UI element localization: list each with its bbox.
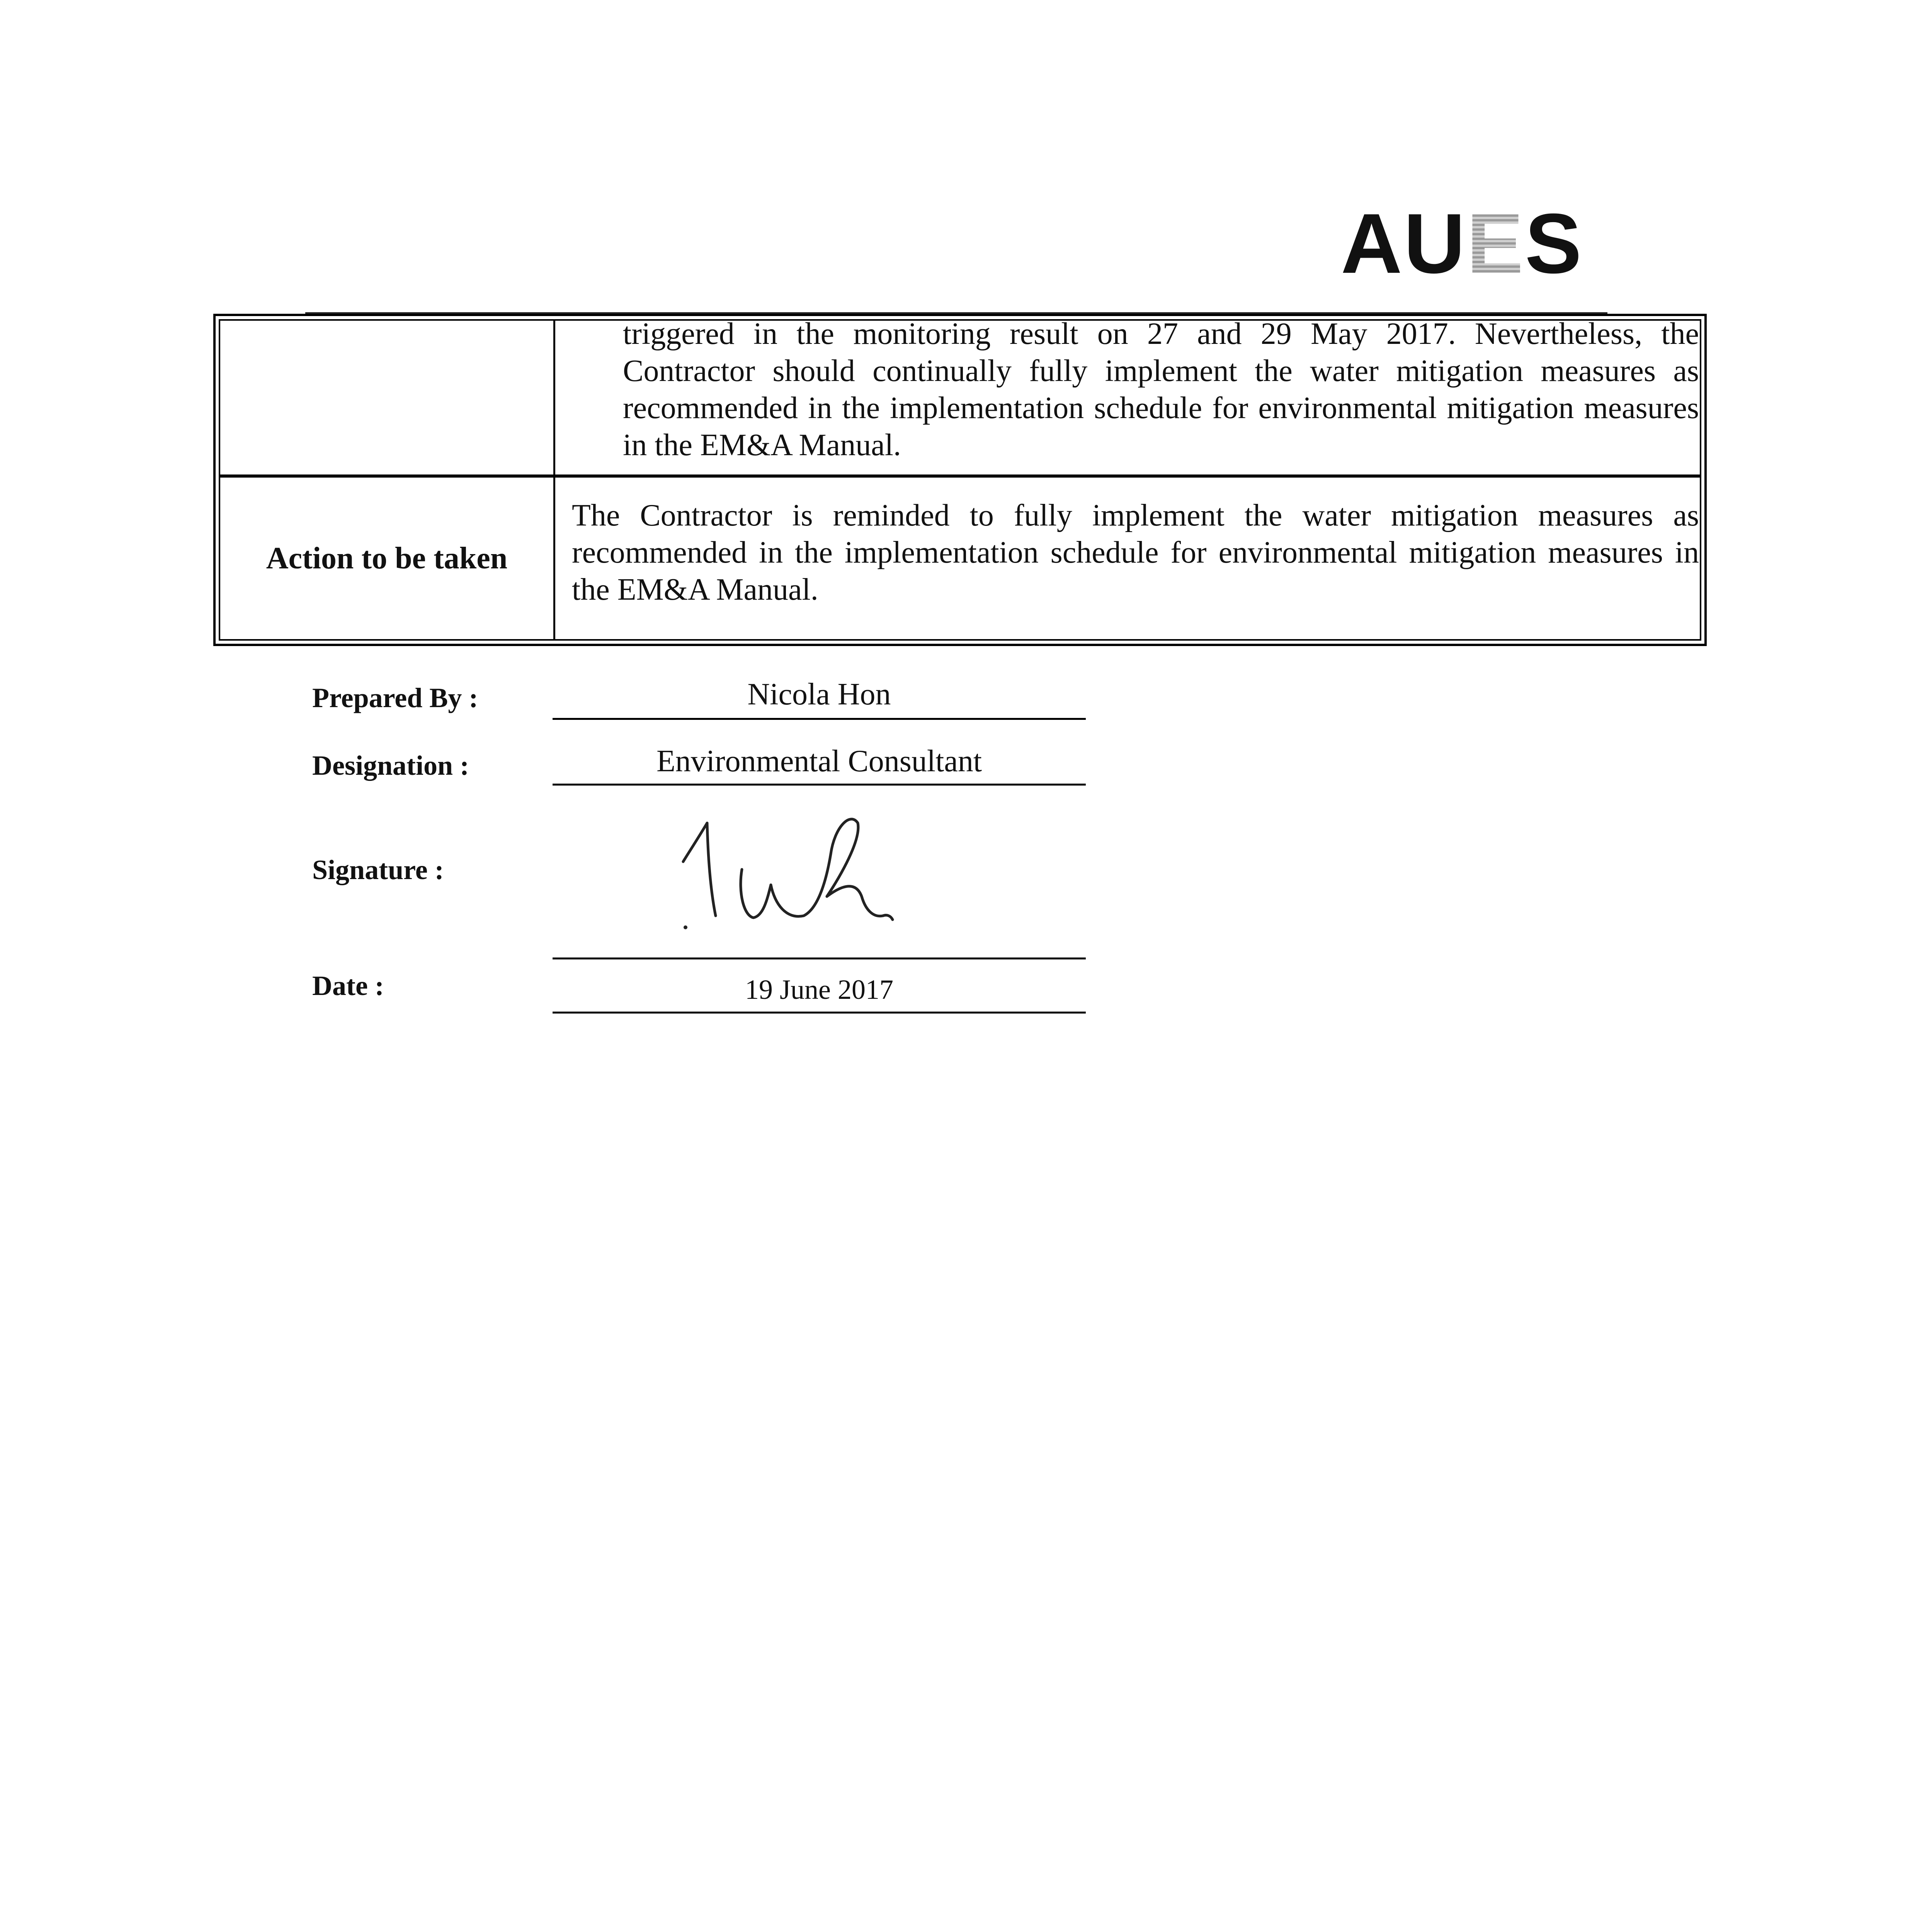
prepared-by-value: Nicola Hon bbox=[747, 677, 891, 711]
logo-letters-au: AU bbox=[1341, 196, 1467, 291]
date-label: Date : bbox=[312, 970, 384, 1001]
table-column-divider bbox=[553, 321, 555, 639]
logo-letter-s: S bbox=[1525, 196, 1583, 291]
signature-label: Signature : bbox=[312, 854, 444, 885]
date-value: 19 June 2017 bbox=[745, 974, 893, 1005]
logo-letter-e: E bbox=[1466, 196, 1525, 291]
designation-label: Designation : bbox=[312, 750, 469, 781]
prepared-by-rule bbox=[553, 718, 1086, 720]
date-rule bbox=[553, 1012, 1086, 1014]
action-description: The Contractor is reminded to fully implement the water mitigation measures as recommended in the implementation schedule for environmental mitigation measures in the EM&A Manual. bbox=[572, 498, 1699, 607]
report-table bbox=[213, 314, 1707, 646]
designation-value: Environmental Consultant bbox=[656, 744, 982, 778]
signature-rule bbox=[553, 957, 1086, 959]
table-row-divider bbox=[220, 474, 1700, 478]
row1-description: triggered in the monitoring result on 27 and 29 May 2017. Nevertheless, the Contractor should continually fully implement the water mitigation measures as recommended in the implementation schedule for environmental mitigation measures in the EM&A Manual. bbox=[623, 317, 1699, 462]
designation-rule bbox=[553, 784, 1086, 786]
handwritten-signature bbox=[680, 800, 951, 947]
action-label: Action to be taken bbox=[266, 541, 508, 575]
company-logo bbox=[1341, 196, 1611, 291]
table-inner-border bbox=[219, 319, 1701, 641]
prepared-by-label: Prepared By : bbox=[312, 682, 478, 713]
